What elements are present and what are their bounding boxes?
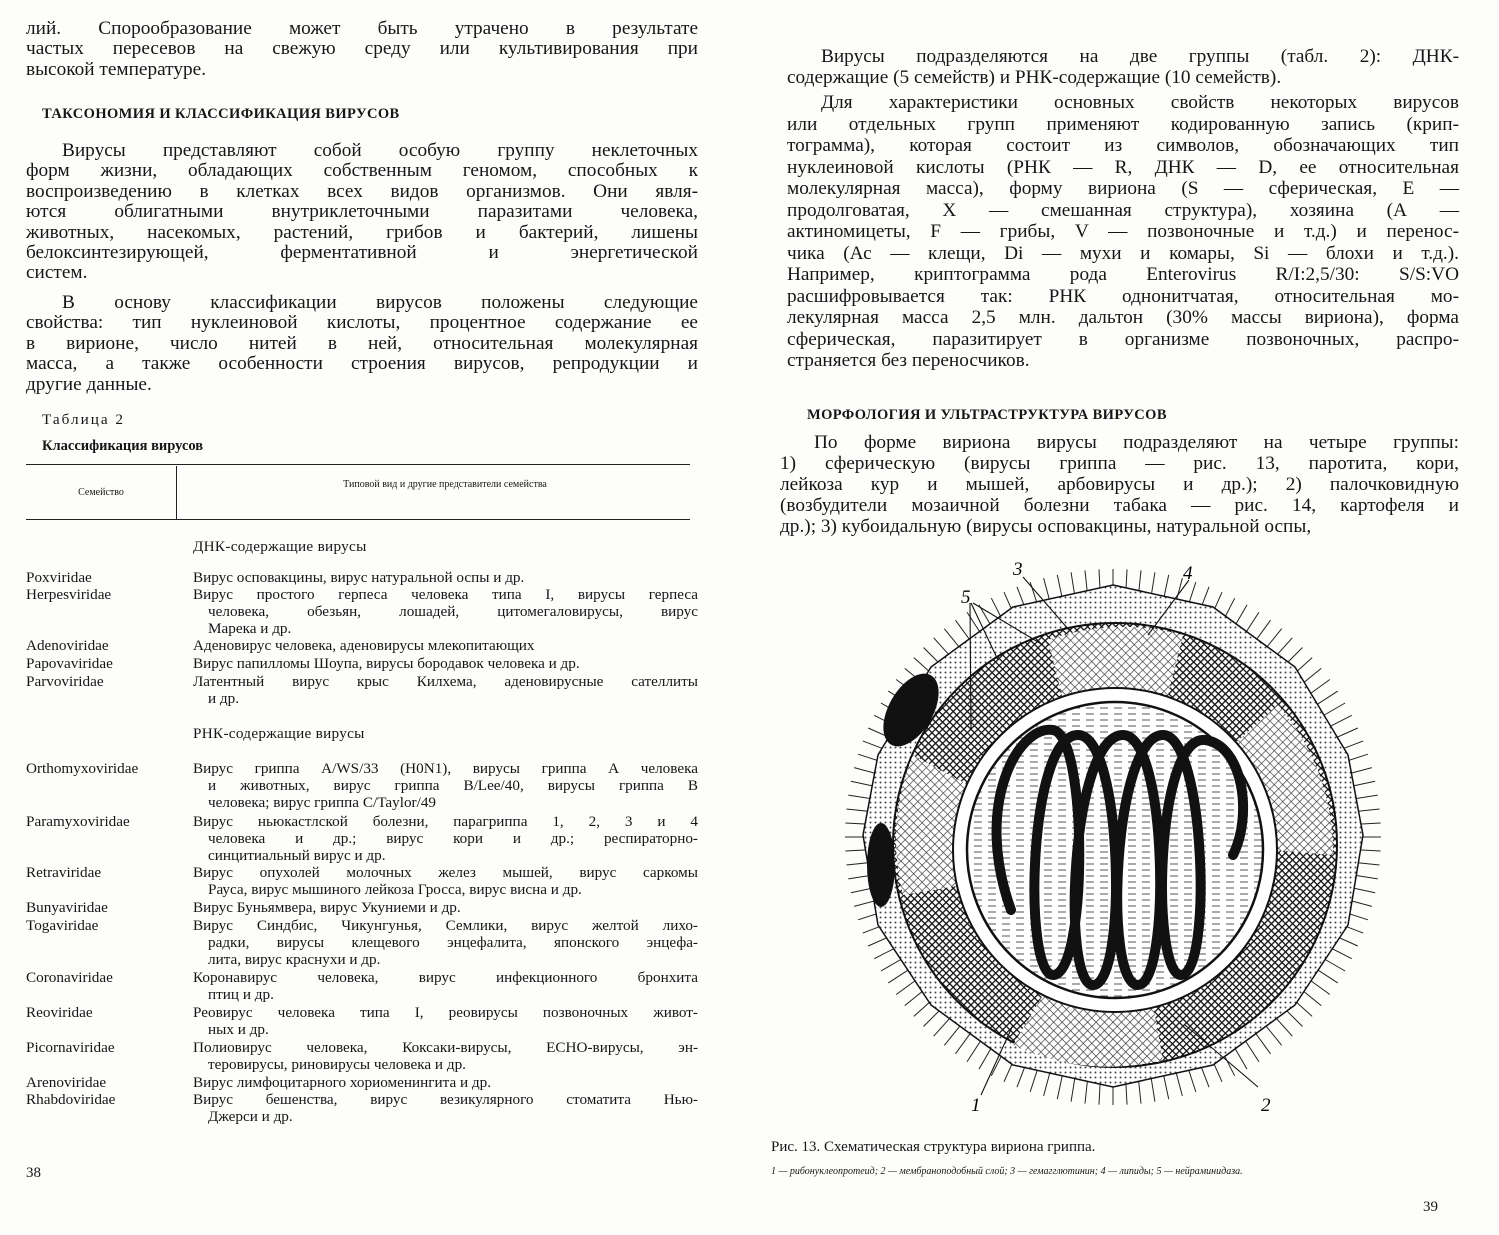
table-cell-species [193, 917, 698, 968]
paragraph-line: белоксинтезирующей, ферментативной и энергетической [26, 242, 698, 264]
paragraph-line: систем. [26, 262, 88, 284]
cryptogram-paragraph [787, 92, 1459, 372]
table-cell-species [193, 1074, 698, 1091]
table-cell-species [193, 864, 698, 898]
paragraph-line: лекулярная масса 2,5 млн. дальтон (30% массы вириона), форма [787, 307, 1459, 328]
table-cell-species [193, 673, 698, 707]
table-cell-line: Вирус простого герпеса человека типа I, вирусы герпеса [193, 586, 698, 603]
table-cell-family: Bunyaviridae [26, 899, 108, 916]
taxonomy-paragraph-2 [26, 293, 698, 395]
table-cell-line: человека и др.; вирус кори и др.; респираторно- [208, 830, 698, 847]
column-header-species: Типовой вид и другие представители семейства [343, 479, 547, 490]
table-cell-family: Reoviridae [26, 1004, 93, 1021]
paragraph-line: животных, насекомых, растений, грибов и бактерий, лишены [26, 221, 698, 243]
table-cell-family: Coronaviridae [26, 969, 113, 986]
table-cell-line: лита, вирус краснухи и др. [208, 951, 381, 968]
paragraph-line: лейкоза кур и мышей, арбовирусы и др.); 2) палочковидную [780, 474, 1459, 495]
paragraph-line: Для характеристики основных свойств некоторых вирусов [821, 92, 1459, 113]
table-cell-species [193, 569, 698, 586]
table-cell-line: Марека и др. [208, 620, 292, 637]
morphology-paragraph [780, 432, 1459, 537]
intro-paragraph [26, 19, 698, 80]
table-cell-line: Вирус гриппа A/WS/33 (H0N1), вирусы гриппа А человека [193, 760, 698, 777]
table-cell-line: Вирус бешенства, вирус везикулярного стоматита Нью- [193, 1091, 698, 1108]
table-cell-family: Togaviridae [26, 917, 99, 934]
taxonomy-paragraph-1 [26, 141, 698, 284]
table-cell-line: и др. [208, 690, 240, 707]
paragraph-line: масса, а также особенности строения вирусов, репродукции и [26, 353, 698, 375]
right-page [745, 0, 1499, 1235]
table-cell-species [193, 1091, 698, 1125]
table-cell-family: Papovaviridae [26, 655, 113, 672]
groups-paragraph [787, 46, 1459, 88]
table-label: Таблица 2 [42, 411, 125, 428]
heading-morphology: МОРФОЛОГИЯ И УЛЬТРАСТРУКТУРА ВИРУСОВ [807, 407, 1167, 423]
paragraph-line: тограмма), которая состоит из символов, обозначающих тип [787, 135, 1459, 156]
table-top-rule [26, 464, 690, 465]
group-rna: РНК-содержащие вирусы [193, 725, 365, 742]
table-cell-species [193, 1039, 698, 1073]
figure-caption-legend: 1 — рибонуклеопротеид; 2 — мембраноподобный слой; 3 — гемагглютинин; 4 — липиды; 5 — нейраминидаза. [771, 1166, 1243, 1177]
paragraph-line: продолговатая, X — смешанная структура), хозяина (А — [787, 199, 1459, 221]
paragraph-line: др.); 3) кубоидальную (вирусы осповакцины, натуральной оспы, [780, 516, 1312, 537]
paragraph-line: в вирионе, число нитей в ней, относительная молекулярная [26, 332, 698, 354]
table-cell-line: Вирус папилломы Шоупа, вирусы бородавок человека и др. [193, 655, 580, 672]
table-cell-species [193, 586, 698, 637]
virion-diagram [833, 555, 1393, 1115]
table-title: Классификация вирусов [42, 438, 204, 454]
paragraph-line: страняется без переносчиков. [787, 350, 1030, 371]
table-cell-line: Реовирус человека типа I, реовирусы позвоночных живот- [193, 1004, 698, 1021]
table-cell-line: Латентный вирус крыс Килхема, аденовирусные сателлиты [193, 673, 698, 690]
table-cell-family: Paramyxoviridae [26, 813, 130, 830]
paragraph-line: форм жизни, обладающих собственным геномом, способных к [26, 160, 698, 182]
table-cell-family: Arenoviridae [26, 1074, 107, 1091]
table-cell-line: Полиовирус человека, Коксаки-вирусы, ECHO-вирусы, эн- [193, 1039, 698, 1056]
table-cell-family: Retraviridae [26, 864, 102, 881]
table-cell-line: теровирусы, риновирусы человека и др. [208, 1056, 466, 1073]
paragraph-line: другие данные. [26, 373, 152, 395]
paragraph-line: высокой температуре. [26, 58, 207, 80]
table-cell-line: человека; вирус гриппа C/Taylor/49 [208, 794, 437, 811]
paragraph-line: воспроизведению в клетках всех видов организмов. Они явля- [26, 180, 698, 202]
figure-caption-title: Рис. 13. Схематическая структура вириона гриппа. [771, 1139, 1096, 1155]
table-cell-species [193, 655, 698, 672]
paragraph-line: расшифровывается так: РНК однонитчатая, относительная мо- [787, 285, 1459, 307]
paragraph-line: содержащие (5 семейств) и РНК-содержащие (10 семейств). [787, 67, 1282, 88]
table-header-rule [26, 519, 690, 520]
table-cell-family: Picornaviridae [26, 1039, 115, 1056]
table-cell-family: Parvoviridae [26, 673, 104, 690]
table-cell-line: Вирус ньюкастлской болезни, парагриппа 1, 2, 3 и 4 [193, 813, 698, 830]
paragraph-line: чика (Ас — клещи, Di — мухи и комары, Si — блохи и т.д.). [787, 242, 1459, 264]
paragraph-line: Например, криптограмма рода Enterovirus R/I:2,5/30: S/S:VO [787, 264, 1459, 285]
table-cell-line: Рауса, вирус мышиного лейкоза Гросса, вирус висна и др. [208, 881, 582, 898]
figure-label-1: 1 [971, 1095, 981, 1115]
column-header-family: Семейство [78, 487, 124, 498]
table-cell-family: Herpesviridae [26, 586, 112, 603]
table-cell-line: Вирус Синдбис, Чикунгунья, Семлики, вирус желтой лихо- [193, 917, 698, 934]
paragraph-line: актиномицеты, F — грибы, V — позвоночные и т.д.) и перенос- [787, 221, 1459, 242]
figure-label-4: 4 [1183, 563, 1193, 584]
left-page [0, 0, 745, 1235]
paragraph-line: частых пересевов на свежую среду или культивирования при [26, 38, 698, 60]
table-cell-species [193, 899, 698, 916]
table-cell-line: Вирус лимфоцитарного хориоменингита и др. [193, 1074, 492, 1091]
figure-label-2: 2 [1261, 1095, 1271, 1115]
paragraph-line: молекулярная масса), форму вириона (S — сферическая, E — [787, 178, 1459, 199]
table-cell-family: Adenoviridae [26, 637, 109, 654]
paragraph-line: 1) сферическую (вирусы гриппа — рис. 13, паротита, кори, [780, 453, 1459, 474]
figure-label-5: 5 [961, 587, 971, 608]
paragraph-line: (возбудители мозаичной болезни табака — рис. 14, картофеля и [780, 495, 1459, 516]
table-cell-line: человека, обезьян, лошадей, цитомегаловирусы, вирус [208, 603, 698, 620]
table-cell-species [193, 813, 698, 864]
paragraph-line: Вирусы подразделяются на две группы (табл. 2): ДНК- [821, 46, 1459, 67]
paragraph-line: сферическая, паразитирует в организме позвоночных, распро- [787, 328, 1459, 350]
table-cell-line: и животных, вирус гриппа B/Lee/40, вирусы гриппа В [208, 777, 698, 794]
table-cell-line: радки, вирусы клещевого энцефалита, японского энцефа- [208, 934, 698, 951]
paragraph-line: свойства: тип нуклеиновой кислоты, процентное содержание ее [26, 312, 698, 334]
paragraph-line: нуклеиновой кислоты (РНК — R, ДНК — D, ее относительная [787, 156, 1459, 178]
paragraph-line: По форме вириона вирусы подразделяют на четыре группы: [814, 432, 1459, 453]
figure-label-3: 3 [1013, 559, 1023, 580]
table-cell-line: Аденовирус человека, аденовирусы млекопитающих [193, 637, 535, 654]
paragraph-line: В основу классификации вирусов положены следующие [62, 292, 698, 313]
table-cell-line: Джерси и др. [208, 1108, 293, 1125]
table-column-divider [176, 466, 177, 520]
table-cell-family: Poxviridae [26, 569, 92, 586]
heading-taxonomy: ТАКСОНОМИЯ И КЛАССИФИКАЦИЯ ВИРУСОВ [42, 106, 400, 122]
group-dna: ДНК-содержащие вирусы [193, 538, 367, 555]
paragraph-line: ются облигатными внутриклеточными паразитами человека, [26, 201, 698, 223]
table-cell-line: ных и др. [208, 1021, 269, 1038]
table-cell-line: синцитиальный вирус и др. [208, 847, 386, 864]
table-cell-line: Вирус опухолей молочных желез мышей, вирус саркомы [193, 864, 698, 881]
table-cell-species [193, 760, 698, 811]
table-cell-family: Orthomyxoviridae [26, 760, 139, 777]
paragraph-line: лий. Спорообразование может быть утрачено в результате [26, 18, 698, 39]
table-cell-line: Коронавирус человека, вирус инфекционного бронхита [193, 969, 698, 986]
paragraph-line: или отдельных групп применяют кодированную запись (крип- [787, 113, 1459, 135]
table-cell-line: Вирус Буньямвера, вирус Укуниеми и др. [193, 899, 461, 916]
table-cell-species [193, 637, 698, 654]
table-cell-species [193, 969, 698, 1003]
lipid-patch-lower [867, 823, 895, 907]
paragraph-line: Вирусы представляют собой особую группу неклеточных [62, 140, 698, 161]
page-number-right: 39 [1423, 1199, 1438, 1215]
table-cell-family: Rhabdoviridae [26, 1091, 116, 1108]
table-cell-line: Вирус осповакцины, вирус натуральной оспы и др. [193, 569, 525, 586]
table-cell-species [193, 1004, 698, 1038]
table-cell-line: птиц и др. [208, 986, 274, 1003]
page-number-left: 38 [26, 1165, 41, 1181]
